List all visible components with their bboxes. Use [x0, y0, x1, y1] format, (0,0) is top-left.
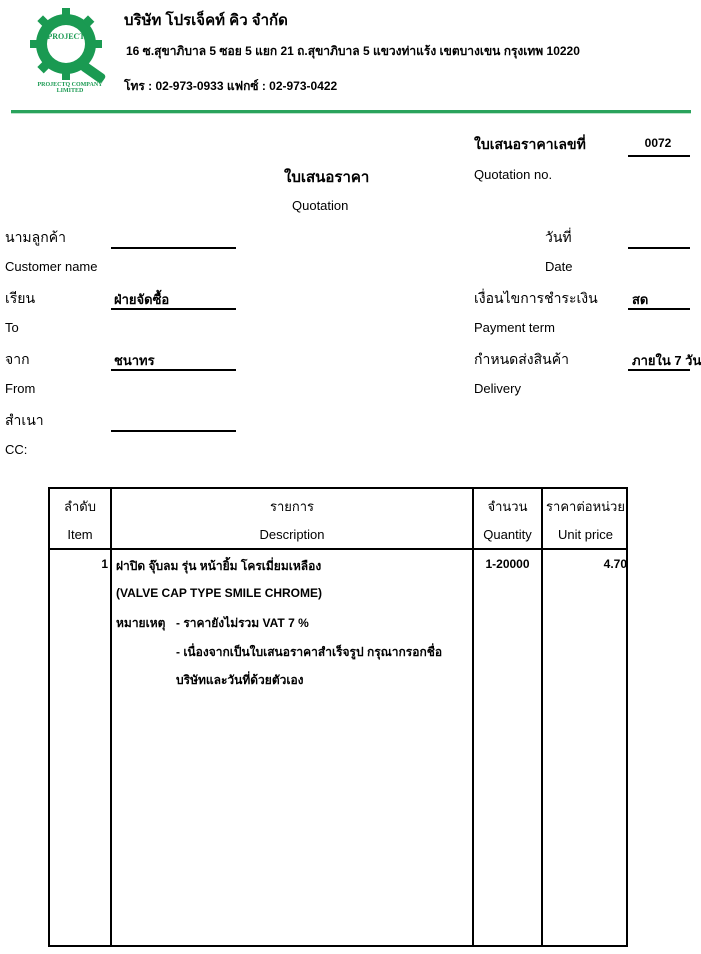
date-label-th: วันที่ [545, 229, 572, 245]
table-header-divider [50, 548, 626, 550]
remark-line: บริษัทและวันที่ด้วยตัวเอง [176, 673, 304, 687]
header-unit-price-th: ราคาต่อหน่วย [546, 499, 625, 514]
customer-name-label-th: นามลูกค้า [5, 229, 66, 245]
from-label-en: From [5, 381, 36, 396]
payment-term-value: สด [632, 292, 649, 307]
row-item-number: 1 [101, 557, 108, 571]
company-address: 16 ซ.สุขาภิบาล 5 ซอย 5 แยก 21 ถ.สุขาภิบาล 5 แขวงท่าแร้ง เขตบางเขน กรุงเทพ 10220 [126, 44, 580, 58]
document-title-en: Quotation [292, 198, 349, 213]
table-col-divider [110, 489, 112, 945]
row-description-en: (VALVE CAP TYPE SMILE CHROME) [116, 586, 323, 600]
date-label-en: Date [545, 259, 573, 274]
delivery-label-th: กำหนดส่งสินค้า [474, 351, 569, 367]
cc-label-th: สำเนา [5, 412, 44, 428]
remark-line: - เนื่องจากเป็นใบเสนอราคาสำเร็จรูป กรุณากรอกชื่อ [176, 645, 443, 659]
quotation-no-value: 0072 [644, 136, 672, 150]
company-logo [30, 8, 110, 84]
logo-text: PROJECT [47, 32, 85, 41]
customer-name-underline [111, 247, 236, 249]
header-quantity-en: Quantity [483, 527, 532, 542]
to-value: ฝ่ายจัดซื้อ [114, 292, 170, 307]
payment-term-underline [628, 308, 690, 310]
company-contact: โทร : 02-973-0933 แฟกซ์ : 02-973-0422 [124, 79, 338, 93]
remark-label: หมายเหตุ [116, 616, 166, 630]
company-name: บริษัท โปรเจ็คท์ คิว จำกัด [124, 12, 288, 29]
header-item-th: ลำดับ [64, 499, 96, 514]
header-item-en: Item [67, 527, 93, 542]
quotation-no-underline [628, 155, 690, 157]
row-description-th: ฝาปิด จุ๊บลม รุ่น หน้ายิ้ม โครเมี่ยมเหลือง [116, 559, 322, 573]
to-label-en: To [5, 320, 19, 335]
row-unit-price: 4.70 [603, 557, 627, 571]
logo-caption: PROJECTQ COMPANY LIMITED [37, 82, 103, 94]
cc-label-en: CC: [5, 442, 28, 457]
to-underline [111, 308, 236, 310]
header-divider-shadow [11, 113, 691, 114]
to-label-th: เรียน [5, 290, 36, 306]
remark-line: - ราคายังไม่รวม VAT 7 % [176, 616, 309, 630]
delivery-value: ภายใน 7 วัน [632, 353, 701, 368]
row-quantity: 1-20000 [485, 557, 530, 571]
cc-underline [111, 430, 236, 432]
header-description-th: รายการ [269, 499, 315, 514]
header-description-en: Description [259, 527, 325, 542]
delivery-label-en: Delivery [474, 381, 521, 396]
from-value: ชนาทร [114, 353, 155, 368]
customer-name-label-en: Customer name [5, 259, 98, 274]
date-underline [628, 247, 690, 249]
header-quantity-th: จำนวน [487, 499, 528, 514]
header-unit-price-en: Unit price [558, 527, 613, 542]
document-title-th: ใบเสนอราคา [284, 169, 370, 186]
payment-term-label-en: Payment term [474, 320, 555, 335]
from-label-th: จาก [5, 351, 30, 367]
items-table [48, 487, 628, 947]
payment-term-label-th: เงื่อนไขการชำระเงิน [474, 290, 598, 306]
quotation-no-label-th: ใบเสนอราคาเลขที่ [474, 136, 586, 152]
quotation-no-label-en: Quotation no. [474, 167, 553, 182]
gear-logo-icon [30, 8, 110, 84]
delivery-underline [628, 369, 690, 371]
from-underline [111, 369, 236, 371]
